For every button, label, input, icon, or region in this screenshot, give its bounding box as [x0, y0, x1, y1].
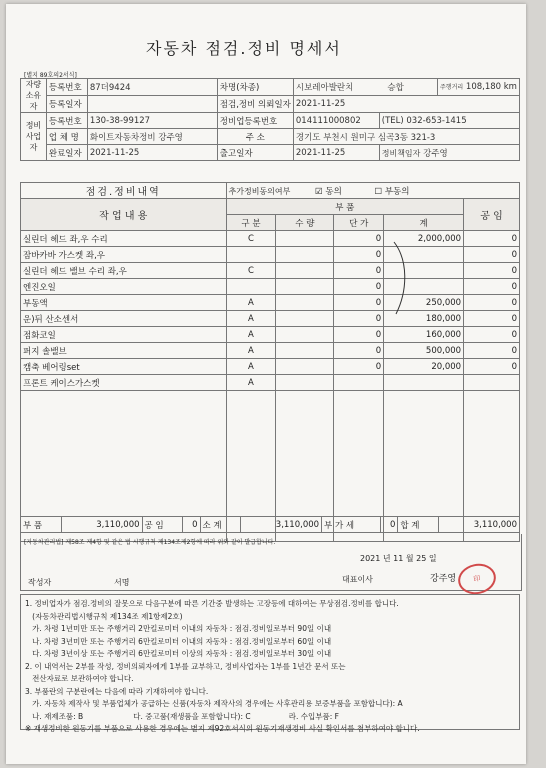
- note-line: ※ 재생정비한 원동기를 부품으로 사용한 경우에는 별지 제92호서식의 원동기재생정비 사실 확인서를 첨부하여야 합니다.: [25, 724, 420, 733]
- work-cell: 운)뒤 산소센서: [21, 311, 227, 327]
- labor-cell: 0: [464, 295, 520, 311]
- labor-header: 공 임: [464, 199, 520, 231]
- unit-cell: 0: [334, 247, 384, 263]
- table-row: [21, 311, 520, 327]
- labor-cell: 0: [464, 327, 520, 343]
- note-line: 가. 차령 1년미만 또는 주행거리 2만킬로미터 이내의 자동차 : 점검.정비일로부터 90일 이내: [25, 624, 332, 633]
- shop-reg-label: 등록번호: [46, 113, 87, 129]
- total-cell: [384, 375, 464, 391]
- note-line: 3. 부품란의 구분란에는 다음에 따라 기재하여야 합니다.: [25, 686, 209, 696]
- work-cell: 부동액: [21, 295, 227, 311]
- labor-cell: 0: [464, 343, 520, 359]
- totals-table: [20, 516, 520, 533]
- work-cell: 잠바카바 가스켓 좌,우: [21, 247, 227, 263]
- biz-label: 업 체 명: [46, 129, 87, 145]
- qty-cell: [276, 247, 334, 263]
- labor-cell: 0: [464, 279, 520, 295]
- consent-row: 추가정비동의여부 ☑ 동의 ☐ 부동의: [226, 183, 519, 199]
- request-date: 2021-11-25: [293, 96, 519, 113]
- note-line: 1. 정비업자가 점검.정비의 잘못으로 다음구분에 따른 기간중 발생하는 고장등에 대하여는 무상점검.정비를 합니다.: [25, 599, 399, 608]
- consent-yes-checkbox[interactable]: ☑ 동의: [315, 186, 342, 197]
- note-line: 다. 차령 3년이상 또는 주행거리 6만킬로미터 이상의 자동차 : 점검.정비일로부터 30일 이내: [25, 649, 332, 658]
- total-cell: 500,000: [384, 343, 464, 359]
- unit-cell: 0: [334, 327, 384, 343]
- vat-label: 부 가 세: [322, 517, 381, 533]
- vehicle-shop-table: [20, 78, 520, 161]
- kind-cell: [226, 279, 276, 295]
- qty-cell: [276, 327, 334, 343]
- done-label: 완료일자: [46, 145, 87, 161]
- total-cell: 250,000: [384, 295, 464, 311]
- work-cell: 프론트 케이스가스켓: [21, 375, 227, 391]
- kind-cell: C: [226, 231, 276, 247]
- writer-label: 작성자: [28, 578, 52, 587]
- note-line: 나. 재제조품: B 다. 중고품(재생품을 포함합니다): C 라. 수입부품: F: [25, 711, 339, 721]
- kind-header: 구 분: [226, 215, 276, 231]
- out-date: 2021-11-25: [293, 145, 379, 161]
- work-cell: 퍼지 솔밸브: [21, 343, 227, 359]
- address-label: 주 소: [217, 129, 293, 145]
- unit-header: 단 가: [334, 215, 384, 231]
- note-line: 나. 차령 3년미만 또는 주행거리 6만킬로미터 이내의 자동차 : 점검.정비일로부터 60일 이내: [25, 636, 332, 646]
- consent-no-checkbox[interactable]: ☐ 부동의: [374, 186, 410, 197]
- vehicle-date: [87, 96, 217, 113]
- table-row: [21, 247, 520, 263]
- qty-cell: [276, 359, 334, 375]
- table-row: [21, 327, 520, 343]
- manager: 정비책임자 강주영: [379, 145, 519, 161]
- sign-label: 서명: [114, 578, 130, 587]
- document-title: 자동차 점검.정비 명세서: [146, 39, 342, 58]
- subtotal: 3,110,000: [241, 517, 322, 533]
- qty-cell: [276, 343, 334, 359]
- out-label: 출고일자: [217, 145, 293, 161]
- work-cell: 캠축 베어링set: [21, 359, 227, 375]
- vehicle-date-label: 등록일자: [46, 96, 87, 113]
- note-line: 가. 자동차 제작사 및 부품업체가 공급하는 신품(자동차 제작사의 경우에는 사후관리용 보증부품을 포함합니다): A: [25, 699, 403, 708]
- cert-no: 014111000802: [293, 113, 379, 129]
- qty-cell: [276, 231, 334, 247]
- table-row: [21, 279, 520, 295]
- qty-cell: [276, 311, 334, 327]
- unit-cell: 0: [334, 263, 384, 279]
- unit-cell: 0: [334, 279, 384, 295]
- work-cell: 실린더 헤드 밸브 수리 좌,우: [21, 263, 227, 279]
- total-header: 계: [384, 215, 464, 231]
- labor-cell: 0: [464, 247, 520, 263]
- vehicle-reg-no: 87더9424: [87, 79, 217, 96]
- table-row: [21, 295, 520, 311]
- unit-cell: 0: [334, 231, 384, 247]
- document-page: [6, 4, 526, 764]
- cert-label: 정비업등록번호: [217, 113, 293, 129]
- kind-cell: A: [226, 343, 276, 359]
- unit-cell: 0: [334, 311, 384, 327]
- subtotal-label: 소 계: [200, 517, 241, 533]
- rep-name: 강주영: [430, 574, 457, 584]
- labor-cell: [464, 375, 520, 391]
- total-cell: 180,000: [384, 311, 464, 327]
- vehicle-reg-label: 등록번호: [46, 79, 87, 96]
- table-row: [21, 375, 520, 391]
- kind-cell: A: [226, 375, 276, 391]
- note-line: (자동차관리법시행규칙 제134조 제1항제2호): [25, 611, 183, 621]
- parts-total: 3,110,000: [61, 517, 142, 533]
- owner-section-label: 자량소유자: [21, 79, 47, 113]
- qty-cell: [276, 295, 334, 311]
- qty-cell: [276, 263, 334, 279]
- parts-total-label: 부 품: [21, 517, 62, 533]
- legal-statement: [자동차관리법] 제58조 제4항 및 같은 법 시행규칙 제134조제2항에 따라 위와 같이 발급합니다.: [24, 539, 276, 546]
- labor-cell: 0: [464, 231, 520, 247]
- shop-tel: (TEL) 032-653-1415: [379, 113, 519, 129]
- work-cell: 점화코일: [21, 327, 227, 343]
- work-header: 작 업 내 용: [21, 199, 227, 231]
- total-cell: 20,000: [384, 359, 464, 375]
- issue-date: 2021 년 11 월 25 일: [360, 554, 437, 563]
- table-row: [21, 263, 520, 279]
- seal-stamp: 印: [455, 560, 498, 597]
- sum-label: 합 계: [398, 517, 439, 533]
- labor-total: 0: [183, 517, 200, 533]
- qty-header: 수 량: [276, 215, 334, 231]
- unit-cell: 0: [334, 359, 384, 375]
- note-line: 전산자료로 보관하여야 합니다.: [25, 674, 134, 683]
- table-row: [21, 359, 520, 375]
- vat: 0: [380, 517, 397, 533]
- shop-reg-no: 130-38-99127: [87, 113, 217, 129]
- request-label: 점검,정비 의뢰일자: [217, 96, 293, 113]
- table-row: [21, 343, 520, 359]
- rep-label: 대표이사: [342, 575, 373, 584]
- labor-cell: 0: [464, 263, 520, 279]
- kind-cell: A: [226, 295, 276, 311]
- shop-section-label: 정비사업자: [21, 113, 47, 161]
- work-cell: 실린더 헤드 좌,우 수리: [21, 231, 227, 247]
- work-cell: 엔진오일: [21, 279, 227, 295]
- kind-cell: A: [226, 327, 276, 343]
- unit-cell: [334, 375, 384, 391]
- shop-address: 경기도 부천시 원미구 심곡3동 321-3: [293, 129, 519, 145]
- table-row: [21, 231, 520, 247]
- total-cell: 160,000: [384, 327, 464, 343]
- note-line: 2. 이 내역서는 2부를 작성, 정비의뢰자에게 1부를 교부하고, 정비사업자는 1부를 1년간 문서 또는: [25, 661, 346, 671]
- kind-cell: [226, 247, 276, 263]
- parts-header: 부 품: [226, 199, 464, 215]
- vehicle-model-label: 차명(차종): [217, 79, 293, 96]
- form-code: [별지 89호의2서식]: [24, 72, 77, 79]
- detail-title: 점검.정비내역: [21, 183, 227, 199]
- vehicle-mileage: 주행거리 108,180 km: [438, 79, 520, 96]
- unit-cell: 0: [334, 343, 384, 359]
- vehicle-model: 시보레아발란치 승합: [293, 79, 437, 96]
- biz-name: 화이트자동차정비 강주영: [87, 129, 217, 145]
- detail-table: [20, 182, 520, 542]
- sum: 3,110,000: [438, 517, 519, 533]
- labor-cell: 0: [464, 359, 520, 375]
- kind-cell: C: [226, 263, 276, 279]
- done-date: 2021-11-25: [87, 145, 217, 161]
- handwritten-bracket: [390, 240, 420, 316]
- qty-cell: [276, 375, 334, 391]
- kind-cell: A: [226, 311, 276, 327]
- labor-total-label: 공 임: [142, 517, 183, 533]
- notes-box: [20, 594, 520, 733]
- total-cell: 2,000,000: [384, 231, 464, 247]
- labor-cell: 0: [464, 311, 520, 327]
- kind-cell: A: [226, 359, 276, 375]
- unit-cell: 0: [334, 295, 384, 311]
- qty-cell: [276, 279, 334, 295]
